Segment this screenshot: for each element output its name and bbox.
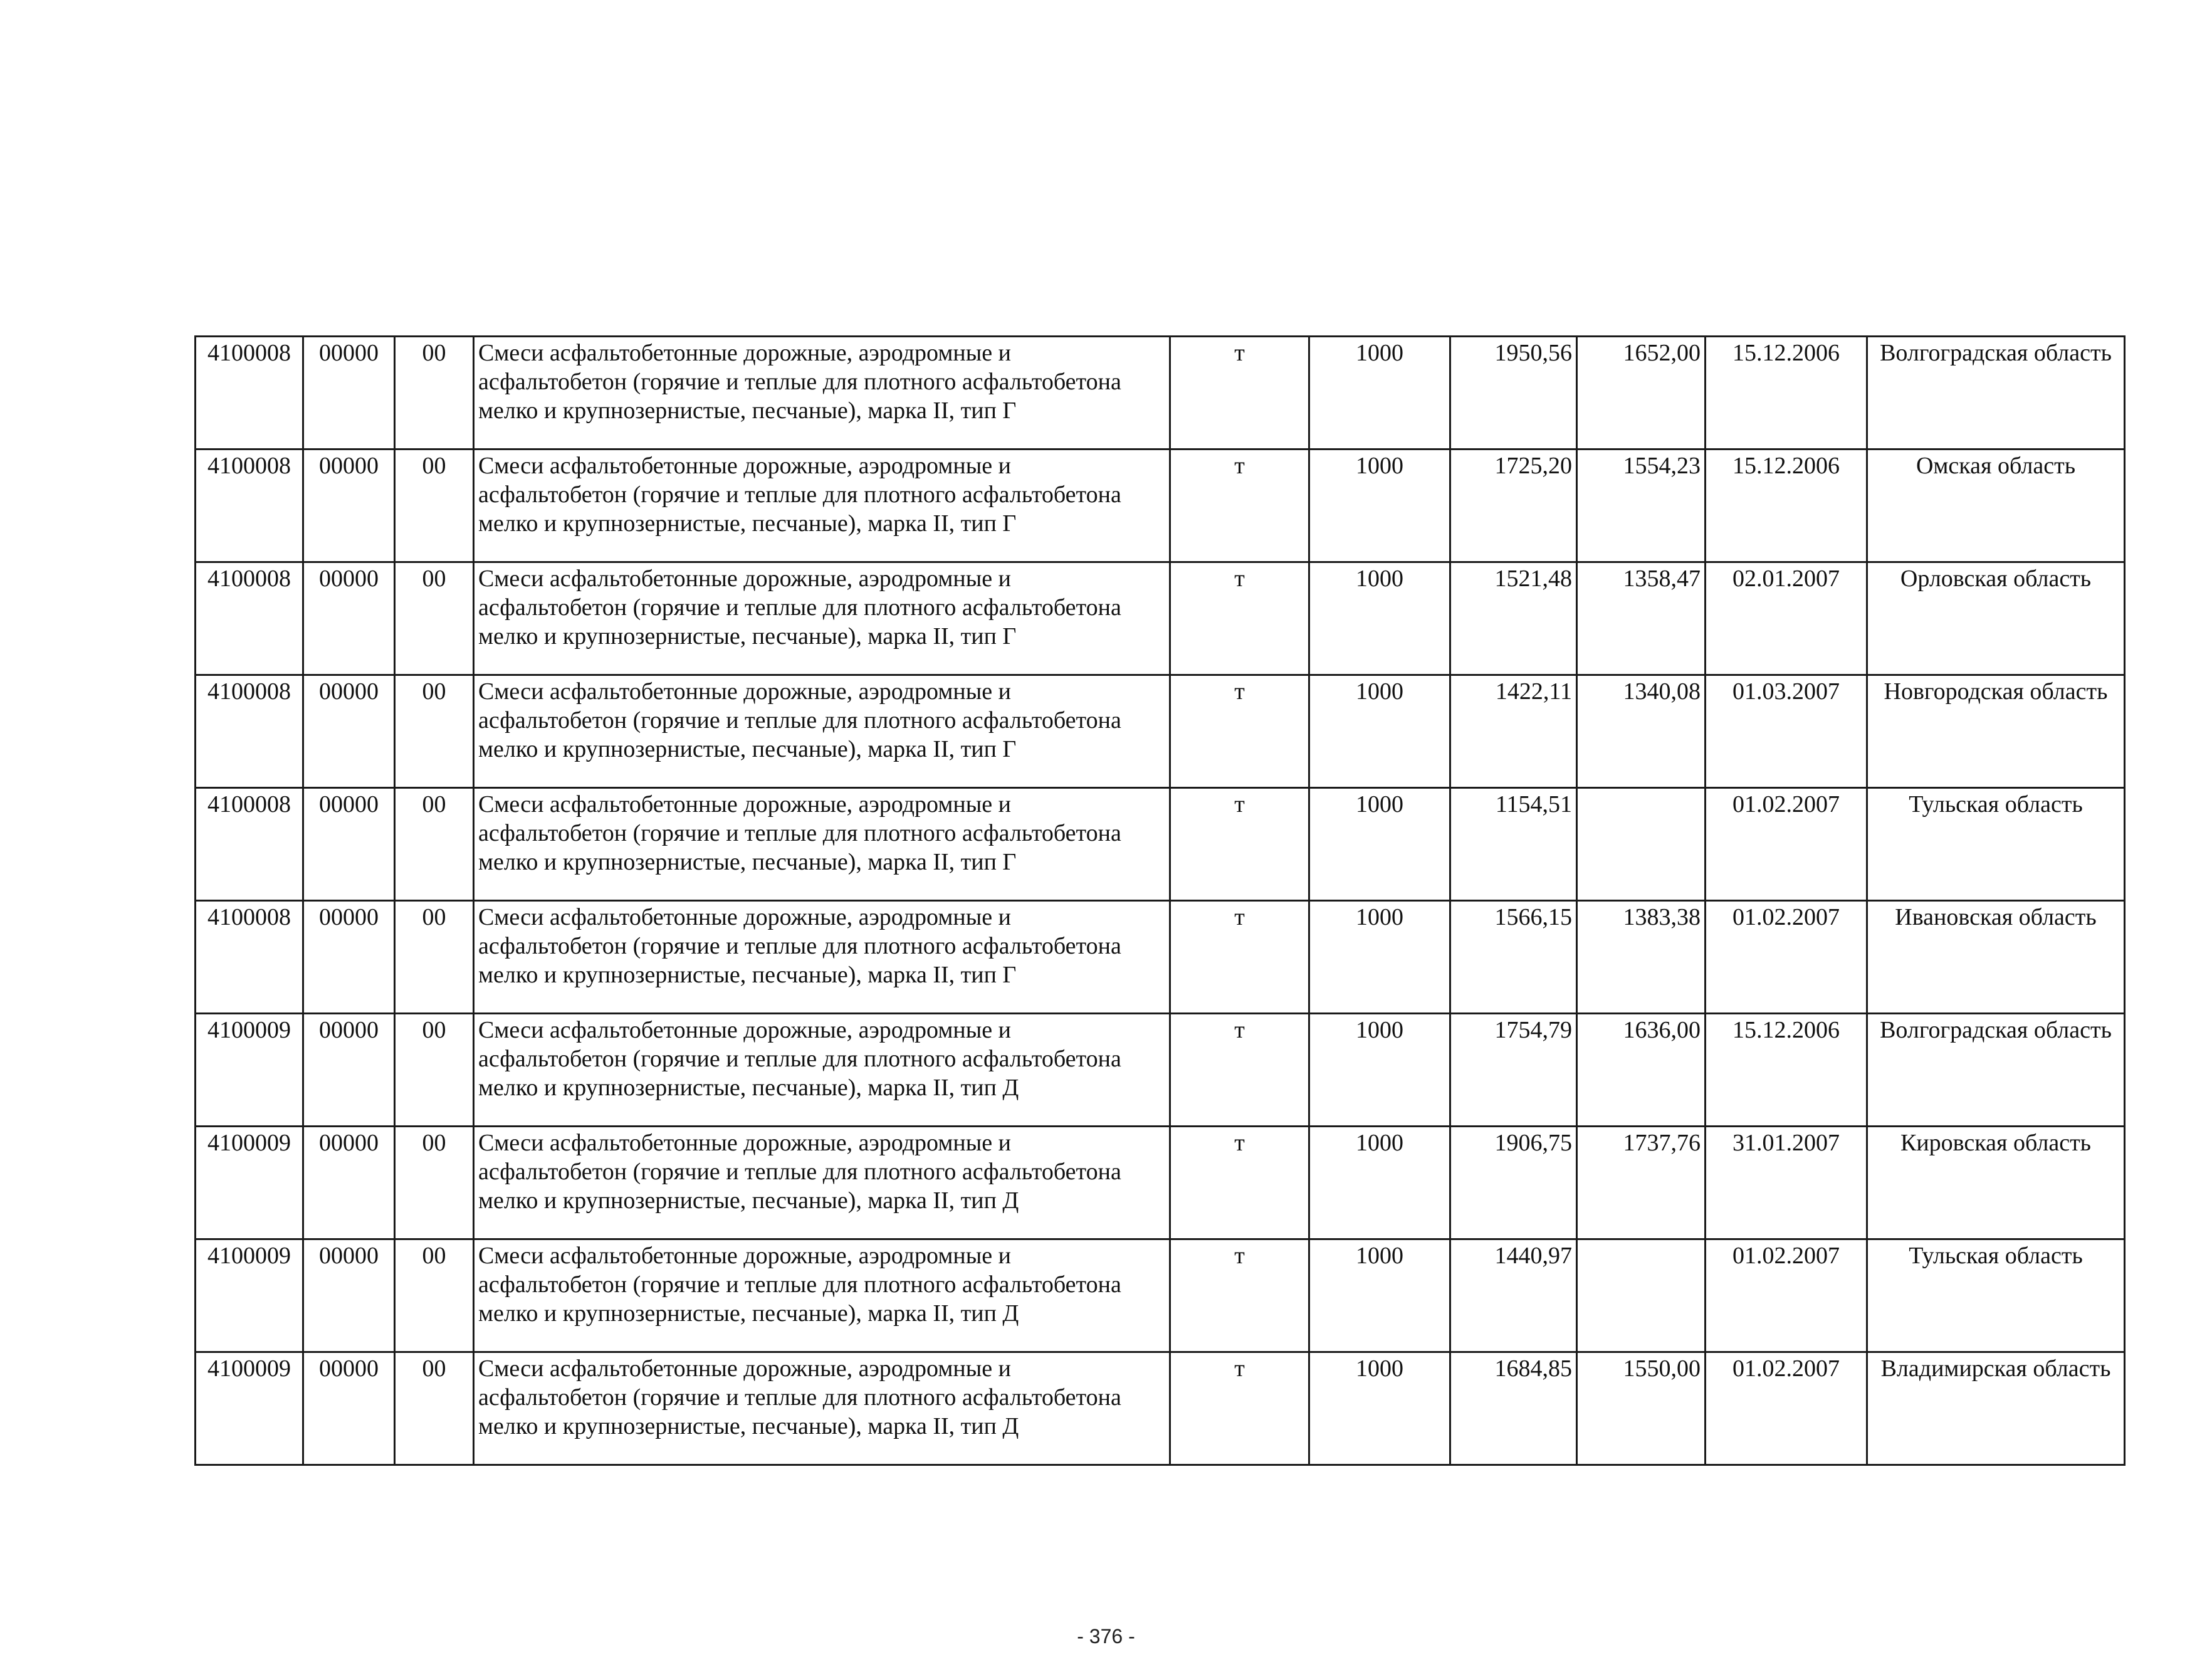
subcode-cell: 00000 <box>303 450 395 562</box>
table-row <box>196 450 2125 562</box>
region-cell: Омская область <box>1867 450 2125 562</box>
price-alt-cell <box>1577 1239 1706 1352</box>
unit-cell: т <box>1170 1352 1309 1465</box>
table-row <box>196 675 2125 788</box>
subcode-cell: 00000 <box>303 1239 395 1352</box>
price-alt-cell: 1636,00 <box>1577 1014 1706 1127</box>
subcode-cell: 00000 <box>303 1014 395 1127</box>
resource-code-cell: 4100009 <box>196 1127 303 1239</box>
date-cell: 01.03.2007 <box>1706 675 1867 788</box>
price-alt-cell <box>1577 788 1706 901</box>
date-cell: 01.02.2007 <box>1706 788 1867 901</box>
price-alt-cell: 1550,00 <box>1577 1352 1706 1465</box>
resource-code-cell: 4100008 <box>196 450 303 562</box>
table-row <box>196 1352 2125 1465</box>
material-name-cell: Смеси асфальтобетонные дорожные, аэродромные и асфальтобетон (горячие и теплые для плотного асфальтобетона мелко и крупнозернистые, песчаные), марка II, тип Г <box>474 450 1170 562</box>
price-cell: 1725,20 <box>1450 450 1577 562</box>
unit-cell: т <box>1170 562 1309 675</box>
unit-cell: т <box>1170 675 1309 788</box>
material-name-cell: Смеси асфальтобетонные дорожные, аэродромные и асфальтобетон (горячие и теплые для плотного асфальтобетона мелко и крупнозернистые, песчаные), марка II, тип Г <box>474 901 1170 1014</box>
quantity-cell: 1000 <box>1309 1127 1450 1239</box>
region-cell: Тульская область <box>1867 788 2125 901</box>
position-cell: 00 <box>395 337 474 450</box>
unit-cell: т <box>1170 901 1309 1014</box>
subcode-cell: 00000 <box>303 901 395 1014</box>
price-cell: 1440,97 <box>1450 1239 1577 1352</box>
table-row <box>196 1127 2125 1239</box>
resource-code-cell: 4100009 <box>196 1352 303 1465</box>
date-cell: 31.01.2007 <box>1706 1127 1867 1239</box>
price-cell: 1684,85 <box>1450 1352 1577 1465</box>
quantity-cell: 1000 <box>1309 901 1450 1014</box>
position-cell: 00 <box>395 1352 474 1465</box>
position-cell: 00 <box>395 675 474 788</box>
position-cell: 00 <box>395 450 474 562</box>
price-cell: 1521,48 <box>1450 562 1577 675</box>
table-row <box>196 1239 2125 1352</box>
subcode-cell: 00000 <box>303 1127 395 1239</box>
price-alt-cell: 1358,47 <box>1577 562 1706 675</box>
material-name-cell: Смеси асфальтобетонные дорожные, аэродромные и асфальтобетон (горячие и теплые для плотного асфальтобетона мелко и крупнозернистые, песчаные), марка II, тип Д <box>474 1239 1170 1352</box>
subcode-cell: 00000 <box>303 675 395 788</box>
region-cell: Орловская область <box>1867 562 2125 675</box>
price-cell: 1422,11 <box>1450 675 1577 788</box>
price-cell: 1906,75 <box>1450 1127 1577 1239</box>
price-alt-cell: 1383,38 <box>1577 901 1706 1014</box>
date-cell: 15.12.2006 <box>1706 450 1867 562</box>
region-cell: Владимирская область <box>1867 1352 2125 1465</box>
table-row <box>196 901 2125 1014</box>
position-cell: 00 <box>395 1239 474 1352</box>
resource-code-cell: 4100008 <box>196 562 303 675</box>
subcode-cell: 00000 <box>303 788 395 901</box>
unit-cell: т <box>1170 1239 1309 1352</box>
unit-cell: т <box>1170 1014 1309 1127</box>
quantity-cell: 1000 <box>1309 337 1450 450</box>
date-cell: 15.12.2006 <box>1706 1014 1867 1127</box>
material-name-cell: Смеси асфальтобетонные дорожные, аэродромные и асфальтобетон (горячие и теплые для плотного асфальтобетона мелко и крупнозернистые, песчаные), марка II, тип Д <box>474 1014 1170 1127</box>
region-cell: Новгородская область <box>1867 675 2125 788</box>
date-cell: 15.12.2006 <box>1706 337 1867 450</box>
quantity-cell: 1000 <box>1309 675 1450 788</box>
material-name-cell: Смеси асфальтобетонные дорожные, аэродромные и асфальтобетон (горячие и теплые для плотного асфальтобетона мелко и крупнозернистые, песчаные), марка II, тип Д <box>474 1127 1170 1239</box>
resource-code-cell: 4100008 <box>196 788 303 901</box>
position-cell: 00 <box>395 562 474 675</box>
table-row <box>196 788 2125 901</box>
region-cell: Ивановская область <box>1867 901 2125 1014</box>
date-cell: 01.02.2007 <box>1706 1352 1867 1465</box>
resource-code-cell: 4100009 <box>196 1239 303 1352</box>
unit-cell: т <box>1170 450 1309 562</box>
subcode-cell: 00000 <box>303 1352 395 1465</box>
region-cell: Тульская область <box>1867 1239 2125 1352</box>
material-name-cell: Смеси асфальтобетонные дорожные, аэродромные и асфальтобетон (горячие и теплые для плотного асфальтобетона мелко и крупнозернистые, песчаные), марка II, тип Г <box>474 562 1170 675</box>
price-cell: 1754,79 <box>1450 1014 1577 1127</box>
resource-code-cell: 4100008 <box>196 675 303 788</box>
unit-cell: т <box>1170 337 1309 450</box>
material-name-cell: Смеси асфальтобетонные дорожные, аэродромные и асфальтобетон (горячие и теплые для плотного асфальтобетона мелко и крупнозернистые, песчаные), марка II, тип Д <box>474 1352 1170 1465</box>
price-alt-cell: 1652,00 <box>1577 337 1706 450</box>
position-cell: 00 <box>395 1127 474 1239</box>
quantity-cell: 1000 <box>1309 1014 1450 1127</box>
position-cell: 00 <box>395 901 474 1014</box>
region-cell: Волгоградская область <box>1867 337 2125 450</box>
resource-code-cell: 4100009 <box>196 1014 303 1127</box>
position-cell: 00 <box>395 788 474 901</box>
price-alt-cell: 1554,23 <box>1577 450 1706 562</box>
quantity-cell: 1000 <box>1309 788 1450 901</box>
material-name-cell: Смеси асфальтобетонные дорожные, аэродромные и асфальтобетон (горячие и теплые для плотного асфальтобетона мелко и крупнозернистые, песчаные), марка II, тип Г <box>474 788 1170 901</box>
material-name-cell: Смеси асфальтобетонные дорожные, аэродромные и асфальтобетон (горячие и теплые для плотного асфальтобетона мелко и крупнозернистые, песчаные), марка II, тип Г <box>474 337 1170 450</box>
table-row <box>196 1014 2125 1127</box>
price-alt-cell: 1340,08 <box>1577 675 1706 788</box>
region-cell: Волгоградская область <box>1867 1014 2125 1127</box>
date-cell: 01.02.2007 <box>1706 1239 1867 1352</box>
price-cell: 1566,15 <box>1450 901 1577 1014</box>
unit-cell: т <box>1170 788 1309 901</box>
price-cell: 1950,56 <box>1450 337 1577 450</box>
quantity-cell: 1000 <box>1309 1239 1450 1352</box>
resource-code-cell: 4100008 <box>196 337 303 450</box>
subcode-cell: 00000 <box>303 562 395 675</box>
table-body <box>196 337 2125 1465</box>
price-cell: 1154,51 <box>1450 788 1577 901</box>
region-cell: Кировская область <box>1867 1127 2125 1239</box>
material-name-cell: Смеси асфальтобетонные дорожные, аэродромные и асфальтобетон (горячие и теплые для плотного асфальтобетона мелко и крупнозернистые, песчаные), марка II, тип Г <box>474 675 1170 788</box>
table-row <box>196 337 2125 450</box>
quantity-cell: 1000 <box>1309 562 1450 675</box>
table-row <box>196 562 2125 675</box>
resource-code-cell: 4100008 <box>196 901 303 1014</box>
unit-cell: т <box>1170 1127 1309 1239</box>
subcode-cell: 00000 <box>303 337 395 450</box>
position-cell: 00 <box>395 1014 474 1127</box>
quantity-cell: 1000 <box>1309 450 1450 562</box>
price-table <box>194 335 2126 1466</box>
quantity-cell: 1000 <box>1309 1352 1450 1465</box>
date-cell: 01.02.2007 <box>1706 901 1867 1014</box>
price-alt-cell: 1737,76 <box>1577 1127 1706 1239</box>
page-number: - 376 - <box>1077 1625 1135 1648</box>
date-cell: 02.01.2007 <box>1706 562 1867 675</box>
